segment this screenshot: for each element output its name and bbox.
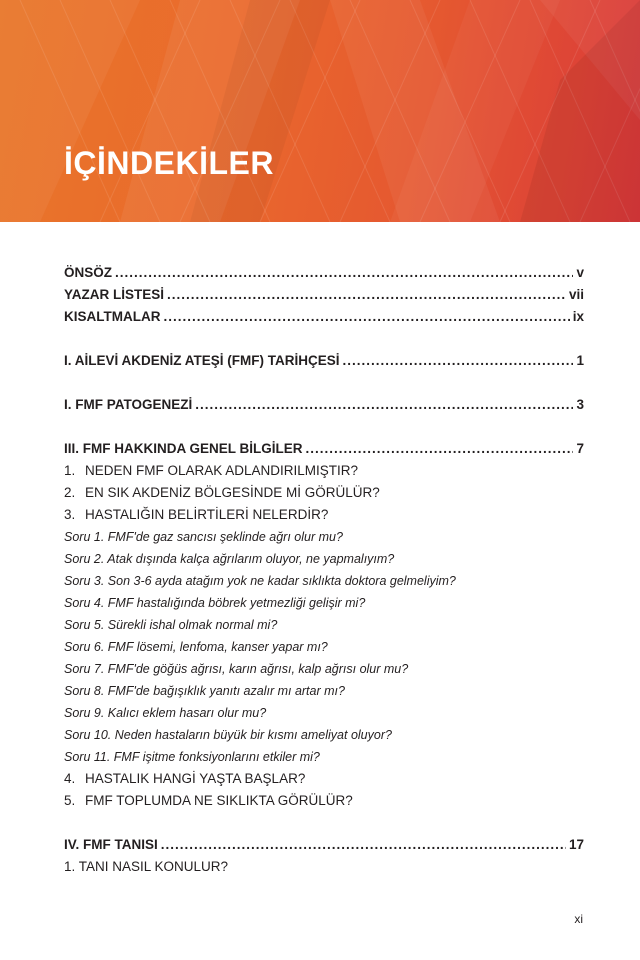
dot-leader (343, 350, 574, 372)
spacer (64, 372, 584, 394)
toc-chapter-1[interactable] (64, 350, 584, 372)
toc-chapter-3[interactable] (64, 438, 584, 460)
page-number: xi (574, 912, 583, 926)
toc-subitem[interactable] (64, 504, 584, 526)
toc-question[interactable]: Soru 11. FMF işitme fonksiyonlarını etkiler mi? (64, 750, 320, 764)
toc-question[interactable]: Soru 9. Kalıcı eklem hasarı olur mu? (64, 706, 267, 720)
toc-question[interactable]: Soru 1. FMF'de gaz sancısı şeklinde ağrı olur mu? (64, 530, 343, 544)
toc-subitem-number: 1. (64, 463, 76, 478)
page-title: İÇİNDEKİLER (64, 145, 274, 181)
toc-entry-page: 17 (568, 837, 584, 852)
toc-entry-label: KISALTMALAR (64, 309, 161, 324)
toc-entry-label: III. FMF HAKKINDA GENEL BİLGİLER (64, 441, 303, 456)
spacer (64, 416, 584, 438)
toc-question[interactable]: Soru 6. FMF lösemi, lenfoma, kanser yapar mı? (64, 640, 328, 654)
toc-subitem-text: FMF TOPLUMDA NE SIKLIKTA GÖRÜLÜR? (85, 793, 353, 808)
dot-leader (163, 306, 569, 328)
spacer (64, 328, 584, 350)
toc-subitem[interactable]: 1. TANI NASIL KONULUR? (64, 859, 229, 874)
toc-entry-label: I. FMF PATOGENEZİ (64, 397, 193, 412)
toc-question[interactable]: Soru 10. Neden hastaların büyük bir kısmı ameliyat oluyor? (64, 728, 392, 742)
toc-subitem-text: NEDEN FMF OLARAK ADLANDIRILMIŞTIR? (85, 463, 359, 478)
header-banner (0, 0, 640, 222)
toc-subitem[interactable] (64, 460, 584, 482)
dot-leader (115, 262, 573, 284)
toc-question[interactable]: Soru 7. FMF'de göğüs ağrısı, karın ağrısı, kalp ağrısı olur mu? (64, 662, 409, 676)
toc-subitem-text: HASTALIĞIN BELİRTİLERİ NELERDİR? (85, 507, 329, 522)
toc-entry-label: ÖNSÖZ (64, 265, 113, 280)
dot-leader (306, 438, 574, 460)
toc-subitem-number: 2. (64, 485, 76, 500)
toc-subitem[interactable] (64, 768, 584, 790)
toc-entry-page: 3 (576, 397, 584, 412)
toc-question[interactable]: Soru 3. Son 3-6 ayda atağım yok ne kadar sıklıkta doktora gelmeliyim? (64, 574, 456, 588)
toc-question[interactable]: Soru 8. FMF'de bağışıklık yanıtı azalır mı artar mı? (64, 684, 345, 698)
toc-subitem[interactable] (64, 482, 584, 504)
toc-entry-page: v (576, 265, 584, 280)
toc-entry-label: I. AİLEVİ AKDENİZ ATEŞİ (FMF) TARİHÇESİ (64, 353, 340, 368)
toc-chapter-4[interactable] (64, 834, 584, 856)
toc-entry-page: 7 (576, 441, 584, 456)
toc-entry-label: IV. FMF TANISI (64, 837, 158, 852)
header-pattern (0, 0, 640, 222)
toc-entry-yazar-listesi[interactable] (64, 284, 584, 306)
toc-entry-page: ix (572, 309, 584, 324)
dot-leader (161, 834, 566, 856)
toc-chapter-2[interactable] (64, 394, 584, 416)
toc-subitem-text: EN SIK AKDENİZ BÖLGESİNDE Mİ GÖRÜLÜR? (85, 485, 380, 500)
toc-question[interactable]: Soru 4. FMF hastalığında böbrek yetmezliği gelişir mi? (64, 596, 366, 610)
toc-subitem-text: HASTALIK HANGİ YAŞTA BAŞLAR? (85, 771, 306, 786)
table-of-contents (64, 262, 584, 878)
toc-entry-onsoz[interactable] (64, 262, 584, 284)
toc-question[interactable]: Soru 2. Atak dışında kalça ağrılarım oluyor, ne yapmalıyım? (64, 552, 395, 566)
toc-entry-kisaltmalar[interactable] (64, 306, 584, 328)
dot-leader (195, 394, 573, 416)
toc-question[interactable]: Soru 5. Sürekli ishal olmak normal mi? (64, 618, 278, 632)
spacer (64, 812, 584, 834)
toc-subitem-number: 5. (64, 793, 76, 808)
toc-subitem-number: 4. (64, 771, 76, 786)
toc-subitem[interactable] (64, 790, 584, 812)
toc-entry-page: 1 (576, 353, 584, 368)
toc-entry-label: YAZAR LİSTESİ (64, 287, 165, 302)
dot-leader (167, 284, 566, 306)
toc-entry-page: vii (568, 287, 584, 302)
toc-subitem-number: 3. (64, 507, 76, 522)
